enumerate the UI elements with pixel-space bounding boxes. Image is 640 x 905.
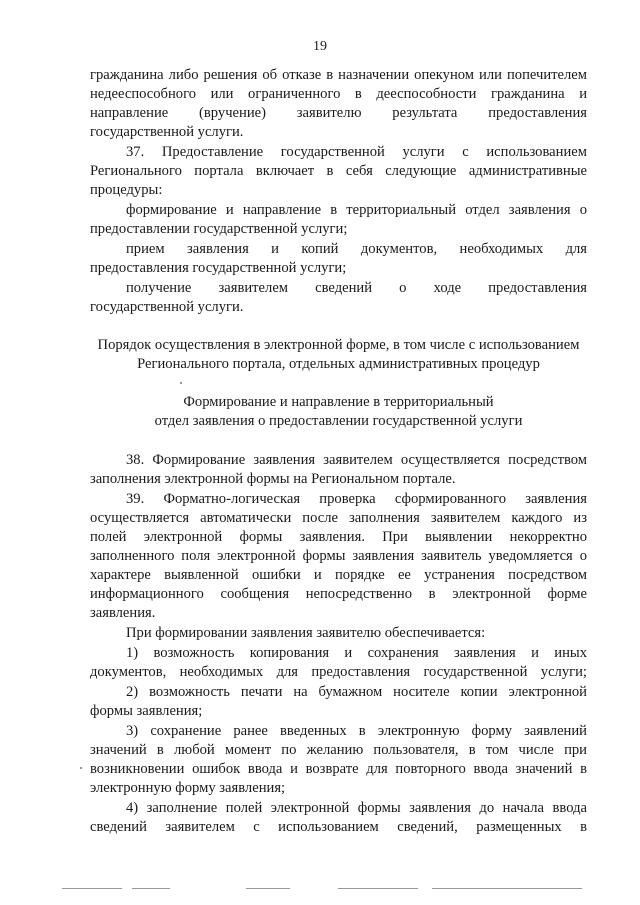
- text-line: возникновении ошибок ввода и возврате для повторного ввода значений в: [90, 761, 587, 777]
- text-line: полей электронной формы заявления. При выявлении некорректно: [90, 529, 587, 545]
- text-line: При формировании заявления заявителю обеспечивается:: [126, 625, 486, 641]
- text-line: формы заявления;: [90, 703, 203, 719]
- text-line: 37. Предоставление государственной услуги с использованием: [126, 144, 587, 160]
- text-line: осуществляется автоматически после заполнения заявителем каждого из: [90, 510, 587, 526]
- subsection-heading: Формирование и направление в территориальный: [183, 394, 494, 410]
- list-item: 3) сохранение ранее введенных в электронную форму заявлений: [126, 723, 587, 739]
- text-line: сведений заявителем с использованием сведений, размещенных в: [90, 819, 587, 835]
- scan-artifact: [62, 888, 122, 889]
- list-item: 1) возможность копирования и сохранения заявления и иных: [126, 645, 587, 661]
- text-line: получение заявителем сведений о ходе предоставления: [126, 280, 587, 296]
- list-item: 4) заполнение полей электронной формы заявления до начала ввода: [126, 800, 587, 816]
- scan-artifact: [246, 888, 290, 889]
- text-line: государственной услуги.: [90, 299, 244, 315]
- list-item: 2) возможность печати на бумажном носителе копии электронной: [126, 684, 587, 700]
- text-line: прием заявления и копий документов, необходимых для: [126, 241, 587, 257]
- text-line: гражданина либо решения об отказе в назначении опекуном или попечителем: [90, 67, 587, 83]
- scan-artifact: [132, 888, 170, 889]
- scan-artifact: [432, 888, 582, 889]
- text-line: процедуры:: [90, 182, 163, 198]
- text-line: информационного сообщения непосредственно в электронной форме: [90, 586, 587, 602]
- text-line: 38. Формирование заявления заявителем осуществляется посредством: [126, 452, 587, 468]
- scan-artifact: [338, 888, 418, 889]
- text-line: формирование и направление в территориальный отдел заявления о: [126, 202, 587, 218]
- section-heading: Регионального портала, отдельных административных процедур: [137, 356, 540, 372]
- scan-artifact: [80, 767, 82, 769]
- text-line: электронную форму заявления;: [90, 780, 286, 796]
- text-line: государственной услуги.: [90, 124, 244, 140]
- text-line: заявления.: [90, 605, 156, 621]
- text-line: заполнения электронной формы на Региональном портале.: [90, 471, 456, 487]
- text-line: значений в любой момент по желанию пользователя, в том числе при: [90, 742, 587, 758]
- subsection-heading: отдел заявления о предоставлении государственной услуги: [154, 413, 523, 429]
- text-line: 39. Форматно-логическая проверка сформированного заявления: [126, 491, 587, 507]
- page-number: 19: [313, 39, 327, 54]
- text-line: предоставления государственной услуги;: [90, 260, 347, 276]
- text-line: заполненного поля электронной формы заявления заявитель уведомляется о: [90, 548, 587, 564]
- section-heading: Порядок осуществления в электронной форме, в том числе с использованием: [97, 337, 580, 353]
- text-line: документов, необходимых для предоставления государственной услуги;: [90, 664, 587, 680]
- text-line: характере выявленной ошибки и порядке ее устранения посредством: [90, 567, 587, 583]
- text-line: недееспособного или ограниченного в дееспособности гражданина и: [90, 86, 587, 102]
- text-line: предоставлении государственной услуги;: [90, 221, 348, 237]
- text-line: направление (вручение) заявителю результата предоставления: [90, 105, 587, 121]
- text-line: Регионального портала включает в себя следующие административные: [90, 163, 587, 179]
- scan-artifact: [180, 382, 182, 384]
